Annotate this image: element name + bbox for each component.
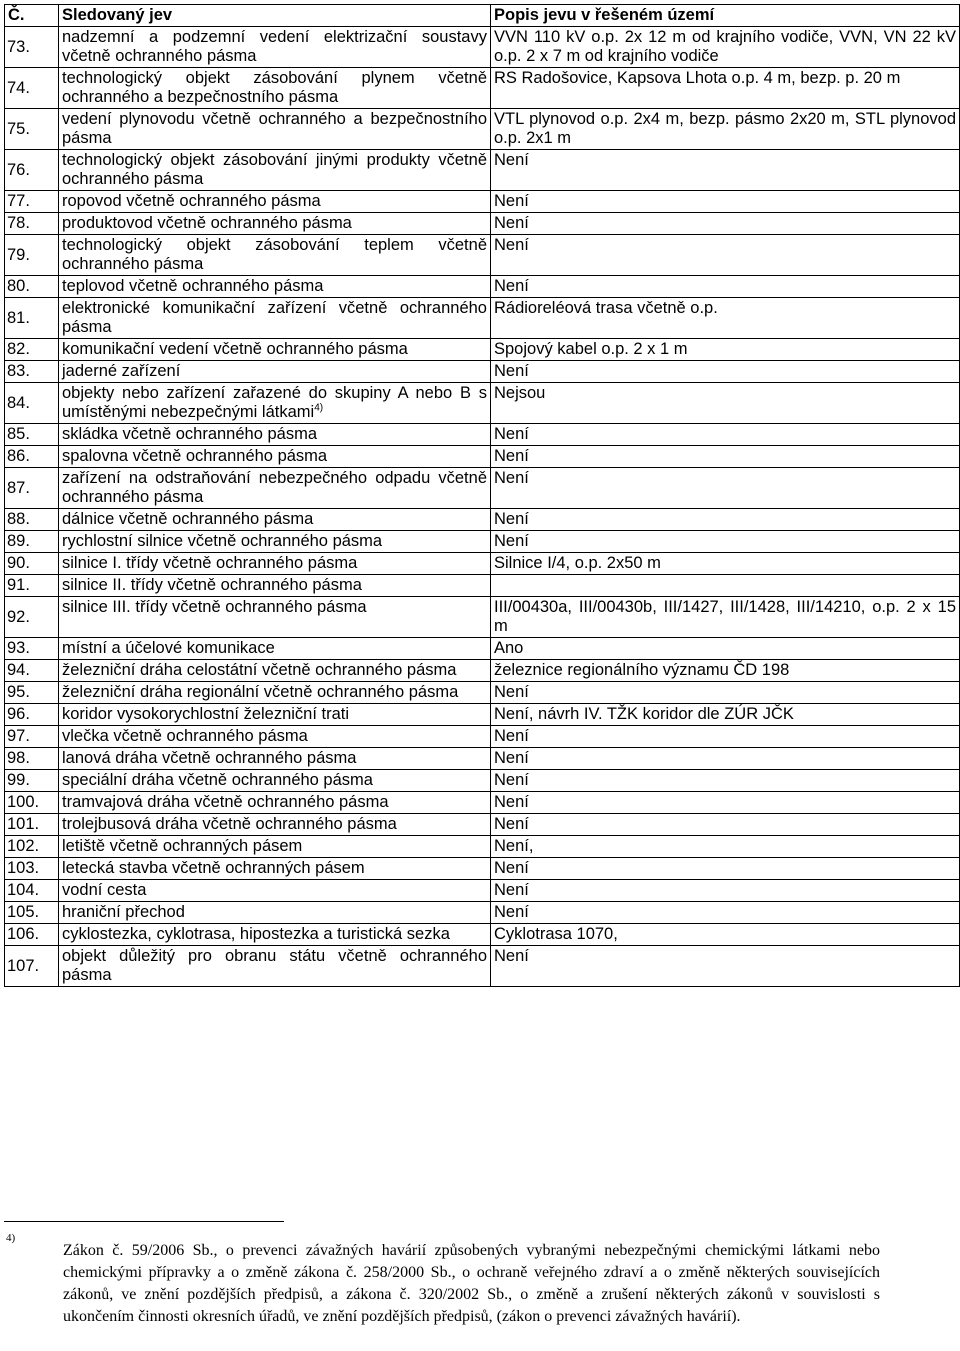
table-row: [5, 213, 960, 235]
row-description: Spojový kabel o.p. 2 x 1 m: [491, 339, 960, 361]
row-phenomenon: [59, 361, 491, 383]
row-phenomenon: [59, 213, 491, 235]
footnote-text: Zákon č. 59/2006 Sb., o prevenci závažných havárií způsobených vybranými nebezpečnými chemickými látkami nebo chemickými přípravky a o změně zákona č. 258/2000 Sb., o ochraně veřejného zdraví a o změně některých souvisejících zákonů, ve znění pozdějších předpisů, a zákona č. 320/2002 Sb., o změně a zrušení některých zákonů v souvislosti s ukončením činnosti okresních úřadů, ve znění pozdějších předpisů, (zákon o prevenci závažných havárií).: [63, 1242, 880, 1325]
row-description: Cyklotrasa 1070,: [491, 924, 960, 946]
table-header-row: [5, 5, 960, 27]
table-row: [5, 726, 960, 748]
table-row: [5, 880, 960, 902]
row-description: Není: [491, 468, 960, 509]
row-number: 98.: [5, 748, 59, 770]
row-phenomenon-text: spalovna včetně ochranného pásma: [62, 447, 328, 465]
row-phenomenon: [59, 792, 491, 814]
row-phenomenon-text: letiště včetně ochranných pásem: [62, 837, 303, 855]
row-number: 83.: [5, 361, 59, 383]
row-description: Není: [491, 748, 960, 770]
row-phenomenon: [59, 902, 491, 924]
row-number: 90.: [5, 553, 59, 575]
header-number: Č.: [5, 5, 59, 27]
table-row: [5, 339, 960, 361]
row-number: 103.: [5, 858, 59, 880]
row-description: Není: [491, 682, 960, 704]
row-phenomenon-text: ropovod včetně ochranného pásma: [62, 192, 321, 210]
row-phenomenon-text: vlečka včetně ochranného pásma: [62, 727, 308, 745]
row-phenomenon: [59, 836, 491, 858]
row-phenomenon-text: cyklostezka, cyklotrasa, hipostezka a turistická sezka: [62, 925, 450, 943]
row-number: 104.: [5, 880, 59, 902]
row-phenomenon: [59, 339, 491, 361]
row-description: Není: [491, 858, 960, 880]
row-number: 87.: [5, 468, 59, 509]
row-phenomenon-text: technologický objekt zásobování jinými produkty včetně ochranného pásma: [62, 151, 487, 188]
row-number: 92.: [5, 597, 59, 638]
table-row: [5, 682, 960, 704]
row-phenomenon-text: speciální dráha včetně ochranného pásma: [62, 771, 373, 789]
row-phenomenon: [59, 298, 491, 339]
row-number: 84.: [5, 383, 59, 424]
row-number: 78.: [5, 213, 59, 235]
row-phenomenon-text: hraniční přechod: [62, 903, 185, 921]
row-phenomenon-text: objekt důležitý pro obranu státu včetně ochranného pásma: [62, 947, 487, 984]
row-description: III/00430a, III/00430b, III/1427, III/1428, III/14210, o.p. 2 x 15 m: [491, 597, 960, 638]
row-number: 100.: [5, 792, 59, 814]
row-phenomenon: [59, 276, 491, 298]
row-description: Silnice I/4, o.p. 2x50 m: [491, 553, 960, 575]
row-number: 77.: [5, 191, 59, 213]
row-phenomenon: [59, 68, 491, 109]
row-description: Není: [491, 726, 960, 748]
table-row: [5, 424, 960, 446]
row-number: 106.: [5, 924, 59, 946]
row-description: Nejsou: [491, 383, 960, 424]
row-number: 76.: [5, 150, 59, 191]
row-description: Není: [491, 150, 960, 191]
row-description: RS Radošovice, Kapsova Lhota o.p. 4 m, bezp. p. 20 m: [491, 68, 960, 109]
row-description: Není: [491, 509, 960, 531]
table-row: [5, 298, 960, 339]
footnote-reference: 4): [314, 402, 324, 414]
row-phenomenon: [59, 383, 491, 424]
table-row: [5, 276, 960, 298]
phenomena-table: [4, 4, 960, 987]
row-phenomenon: [59, 191, 491, 213]
row-description: Není: [491, 814, 960, 836]
row-number: 73.: [5, 27, 59, 68]
row-phenomenon: [59, 880, 491, 902]
footnote-divider: [4, 1221, 284, 1222]
row-phenomenon-text: elektronické komunikační zařízení včetně ochranného pásma: [62, 299, 487, 336]
row-description: Není: [491, 191, 960, 213]
table-row: [5, 836, 960, 858]
table-row: [5, 553, 960, 575]
table-row: [5, 383, 960, 424]
row-number: 102.: [5, 836, 59, 858]
row-number: 97.: [5, 726, 59, 748]
table-row: [5, 748, 960, 770]
row-phenomenon-text: lanová dráha včetně ochranného pásma: [62, 749, 357, 767]
row-phenomenon-text: komunikační vedení včetně ochranného pásma: [62, 340, 408, 358]
row-phenomenon-text: trolejbusová dráha včetně ochranného pásma: [62, 815, 397, 833]
row-number: 89.: [5, 531, 59, 553]
row-description: železnice regionálního významu ČD 198: [491, 660, 960, 682]
row-number: 101.: [5, 814, 59, 836]
table-row: [5, 597, 960, 638]
row-description: Není: [491, 446, 960, 468]
row-description: Rádioreléová trasa včetně o.p.: [491, 298, 960, 339]
row-description: Není: [491, 902, 960, 924]
row-phenomenon: [59, 509, 491, 531]
row-phenomenon-text: vodní cesta: [62, 881, 147, 899]
row-description: VTL plynovod o.p. 2x4 m, bezp. pásmo 2x20 m, STL plynovod o.p. 2x1 m: [491, 109, 960, 150]
table-row: [5, 660, 960, 682]
row-phenomenon: [59, 446, 491, 468]
row-number: 79.: [5, 235, 59, 276]
row-phenomenon-text: letecká stavba včetně ochranných pásem: [62, 859, 365, 877]
row-phenomenon: [59, 638, 491, 660]
table-row: [5, 814, 960, 836]
footnote-mark: 4): [6, 1232, 16, 1244]
row-phenomenon-text: objekty nebo zařízení zařazené do skupiny A nebo B s umístěnými nebezpečnými látkami: [62, 384, 487, 421]
row-phenomenon-text: vedení plynovodu včetně ochranného a bezpečnostního pásma: [62, 110, 487, 147]
row-phenomenon: [59, 575, 491, 597]
row-phenomenon: [59, 682, 491, 704]
table-row: [5, 27, 960, 68]
row-phenomenon: [59, 726, 491, 748]
row-description: Není: [491, 424, 960, 446]
table-row: [5, 575, 960, 597]
row-phenomenon-text: silnice III. třídy včetně ochranného pásma: [62, 598, 367, 616]
row-number: 107.: [5, 946, 59, 987]
row-number: 94.: [5, 660, 59, 682]
table-row: [5, 68, 960, 109]
header-description: Popis jevu v řešeném území: [491, 5, 960, 27]
row-phenomenon: [59, 597, 491, 638]
table-row: [5, 468, 960, 509]
row-phenomenon-text: jaderné zařízení: [62, 362, 181, 380]
row-description: [491, 575, 960, 597]
table-row: [5, 704, 960, 726]
row-phenomenon: [59, 660, 491, 682]
row-description: Není: [491, 213, 960, 235]
row-phenomenon-text: koridor vysokorychlostní železniční trati: [62, 705, 350, 723]
table-row: [5, 191, 960, 213]
row-number: 93.: [5, 638, 59, 660]
row-phenomenon: [59, 553, 491, 575]
header-phenomenon: Sledovaný jev: [59, 5, 491, 27]
table-row: [5, 792, 960, 814]
row-phenomenon: [59, 531, 491, 553]
row-description: Není: [491, 531, 960, 553]
row-phenomenon: [59, 858, 491, 880]
row-phenomenon: [59, 748, 491, 770]
row-number: 96.: [5, 704, 59, 726]
row-description: Není,: [491, 836, 960, 858]
row-phenomenon: [59, 924, 491, 946]
row-phenomenon-text: rychlostní silnice včetně ochranného pásma: [62, 532, 383, 550]
row-description: VVN 110 kV o.p. 2x 12 m od krajního vodiče, VVN, VN 22 kV o.p. 2 x 7 m od krajního vodiče: [491, 27, 960, 68]
row-description: Není: [491, 276, 960, 298]
table-body: [5, 27, 960, 987]
row-phenomenon: [59, 235, 491, 276]
row-description: Ano: [491, 638, 960, 660]
row-description: Není, návrh IV. TŽK koridor dle ZÚR JČK: [491, 704, 960, 726]
row-description: Není: [491, 946, 960, 987]
row-number: 80.: [5, 276, 59, 298]
row-number: 82.: [5, 339, 59, 361]
table-row: [5, 902, 960, 924]
row-phenomenon-text: dálnice včetně ochranného pásma: [62, 510, 314, 528]
table-row: [5, 531, 960, 553]
row-phenomenon-text: teplovod včetně ochranného pásma: [62, 277, 324, 295]
table-row: [5, 109, 960, 150]
row-phenomenon-text: tramvajová dráha včetně ochranného pásma: [62, 793, 389, 811]
row-phenomenon-text: produktovod včetně ochranného pásma: [62, 214, 352, 232]
row-description: Není: [491, 792, 960, 814]
row-number: 88.: [5, 509, 59, 531]
row-number: 95.: [5, 682, 59, 704]
row-phenomenon-text: silnice I. třídy včetně ochranného pásma: [62, 554, 358, 572]
row-number: 99.: [5, 770, 59, 792]
row-phenomenon: [59, 770, 491, 792]
table-row: [5, 638, 960, 660]
row-phenomenon-text: nadzemní a podzemní vedení elektrizační soustavy včetně ochranného pásma: [62, 28, 487, 65]
row-description: Není: [491, 770, 960, 792]
row-number: 85.: [5, 424, 59, 446]
row-phenomenon-text: technologický objekt zásobování teplem včetně ochranného pásma: [62, 236, 487, 273]
table-row: [5, 924, 960, 946]
row-phenomenon: [59, 946, 491, 987]
row-number: 91.: [5, 575, 59, 597]
table-row: [5, 361, 960, 383]
table-row: [5, 858, 960, 880]
row-phenomenon-text: železniční dráha regionální včetně ochranného pásma: [62, 683, 459, 701]
table-row: [5, 509, 960, 531]
table-row: [5, 235, 960, 276]
row-phenomenon-text: zařízení na odstraňování nebezpečného odpadu včetně ochranného pásma: [62, 469, 487, 506]
row-phenomenon-text: železniční dráha celostátní včetně ochranného pásma: [62, 661, 457, 679]
row-number: 74.: [5, 68, 59, 109]
row-description: Není: [491, 361, 960, 383]
row-number: 81.: [5, 298, 59, 339]
row-phenomenon: [59, 814, 491, 836]
row-phenomenon-text: místní a účelové komunikace: [62, 639, 275, 657]
row-phenomenon: [59, 27, 491, 68]
row-phenomenon: [59, 704, 491, 726]
row-phenomenon: [59, 150, 491, 191]
row-phenomenon: [59, 468, 491, 509]
row-phenomenon: [59, 109, 491, 150]
row-number: 75.: [5, 109, 59, 150]
table-row: [5, 946, 960, 987]
row-phenomenon-text: technologický objekt zásobování plynem včetně ochranného a bezpečnostního pásma: [62, 69, 487, 106]
row-description: Není: [491, 880, 960, 902]
row-description: Není: [491, 235, 960, 276]
table-row: [5, 150, 960, 191]
row-number: 86.: [5, 446, 59, 468]
table-row: [5, 446, 960, 468]
row-phenomenon-text: silnice II. třídy včetně ochranného pásma: [62, 576, 362, 594]
table-row: [5, 770, 960, 792]
row-phenomenon-text: skládka včetně ochranného pásma: [62, 425, 317, 443]
row-phenomenon: [59, 424, 491, 446]
row-number: 105.: [5, 902, 59, 924]
